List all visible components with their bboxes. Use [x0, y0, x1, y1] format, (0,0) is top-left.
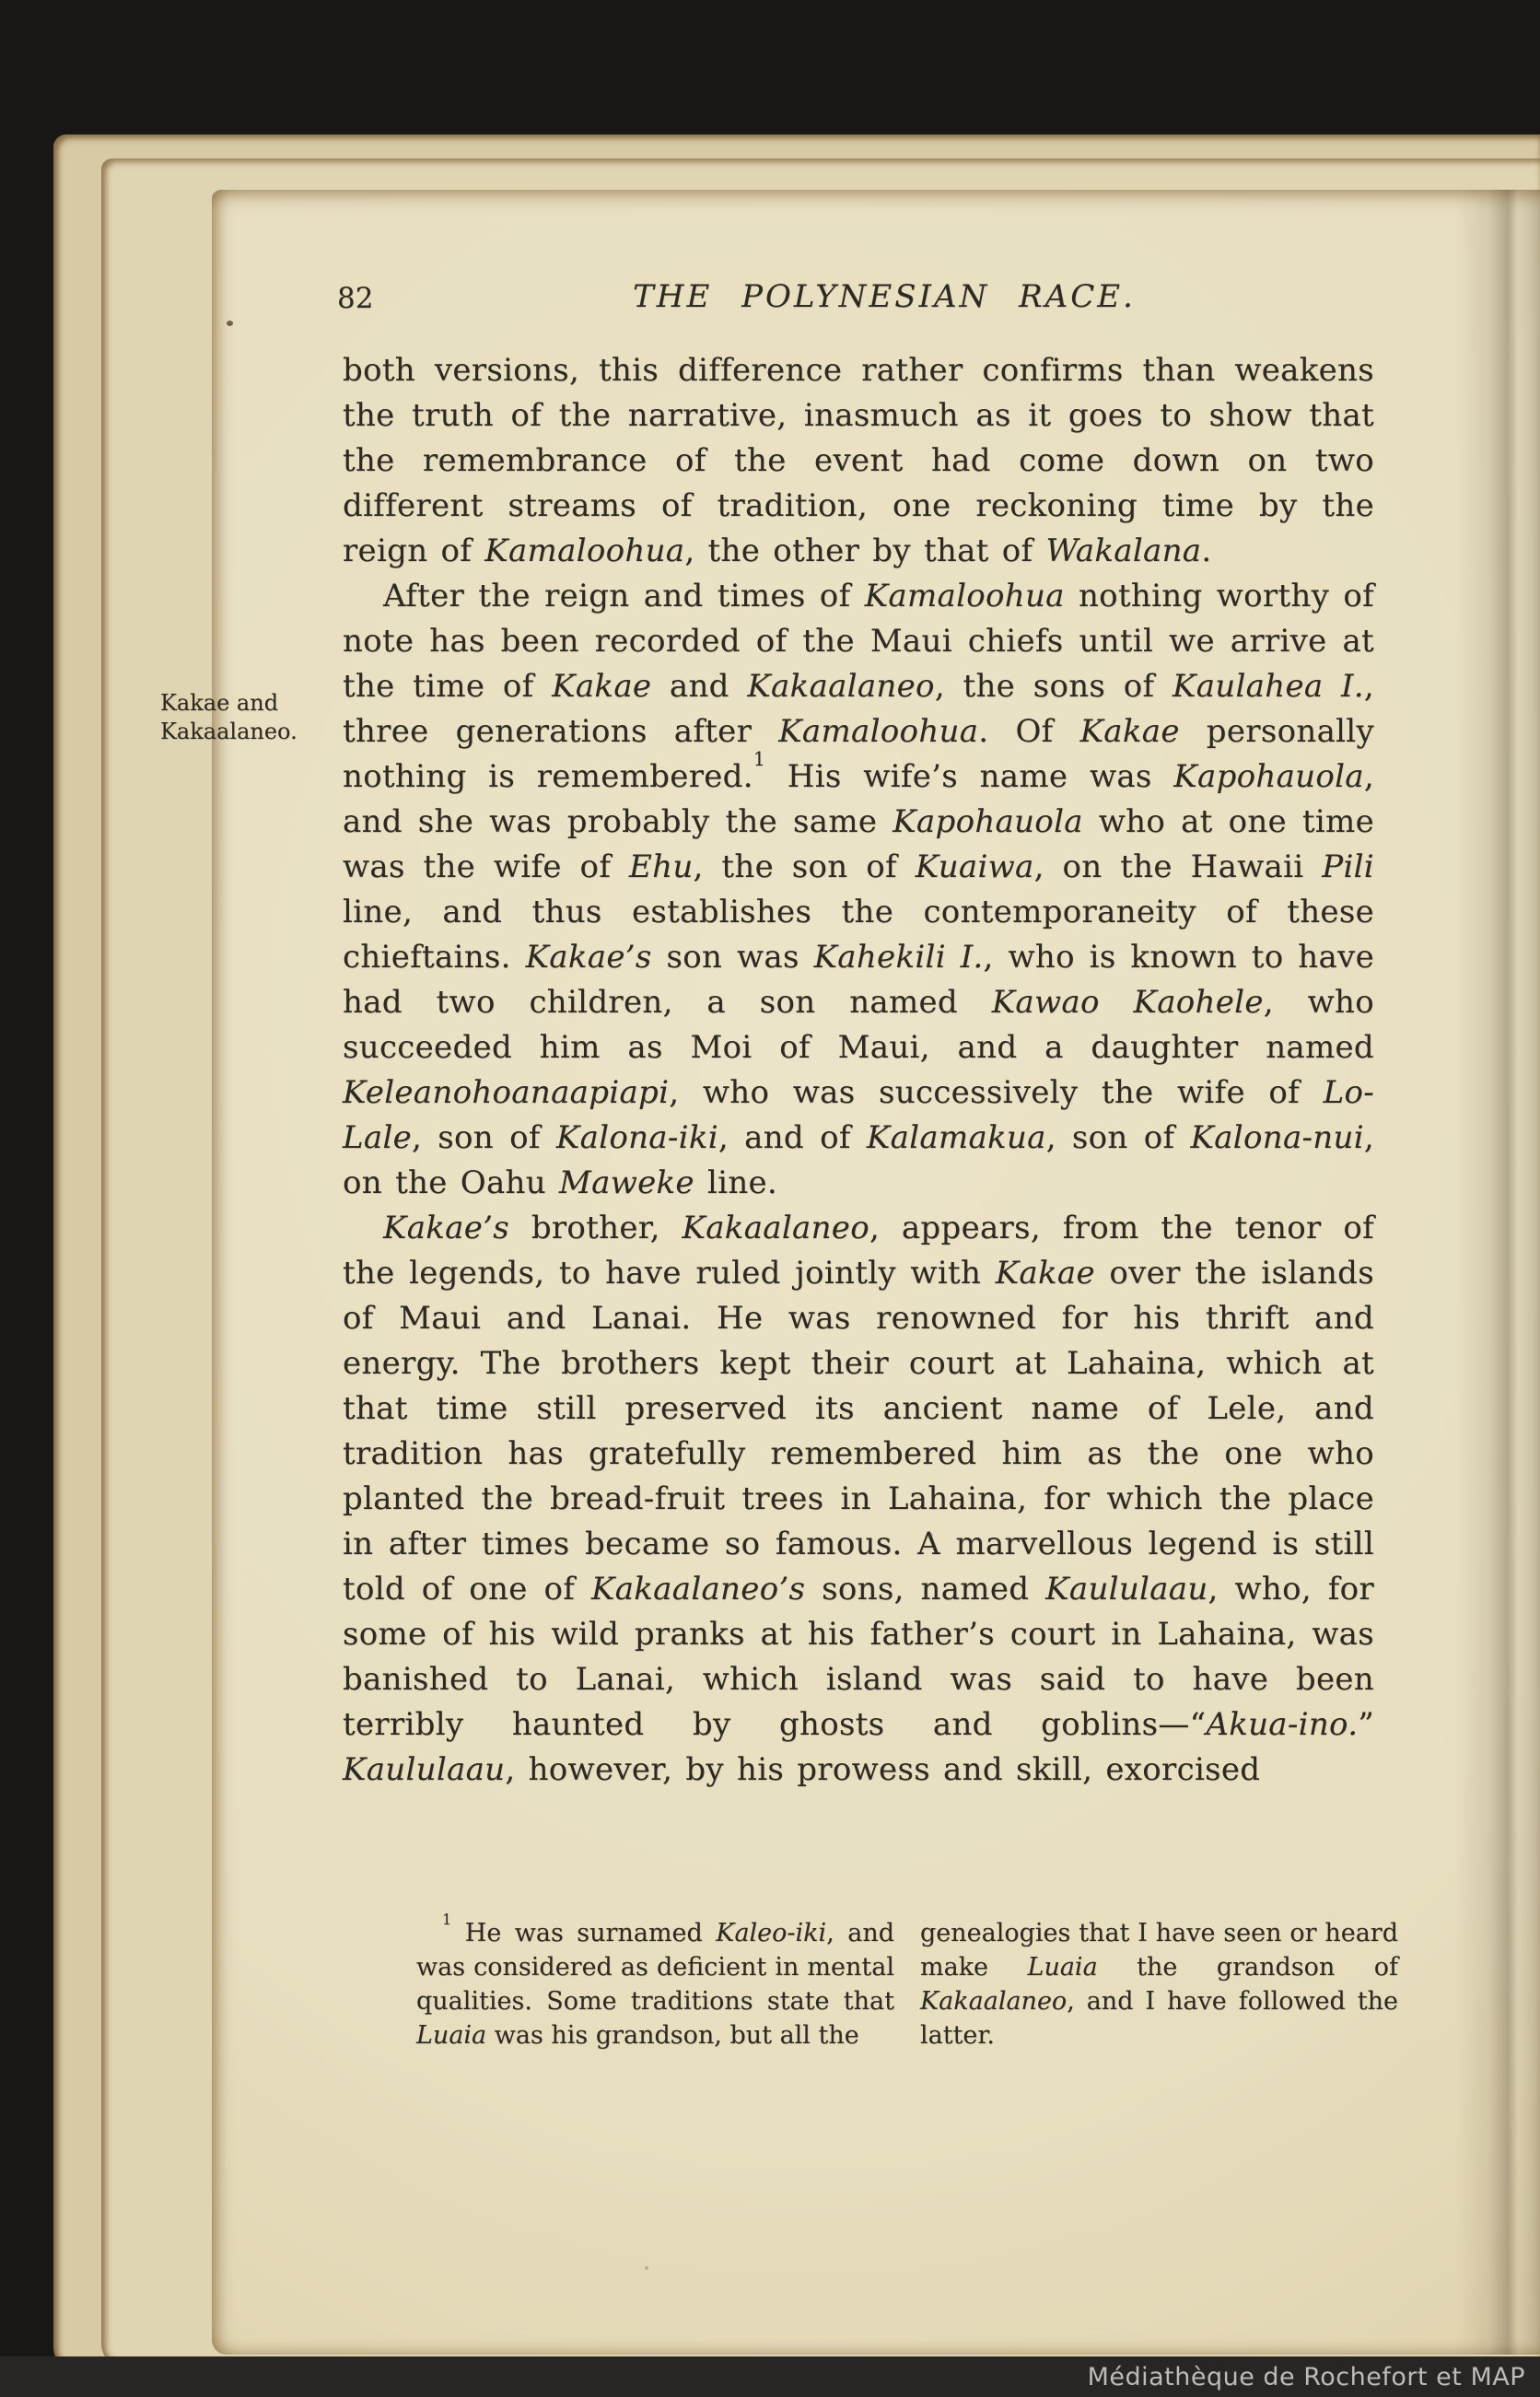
paragraph: Kakae’s brother, Kakaalaneo, appears, from the tenor of the legends, to have ruled jointly with Kakae over the islands of Maui and Lanai. He was renowned for his thrift and energy. The brothers kept their court at Lahaina, which at that time still preserved its ancient name of Lele, and tradition has gratefully remembered him as the one who planted the bread-fruit trees in Lahaina, for which the place in after times became so famous. A marvellous legend is still told of one of Kakaalaneo’s sons, named Kaululaau, who, for some of his wild pranks at his father’s court in Lahaina, was banished to Lanai, which island was said to have been terribly haunted by ghosts and goblins—“Akua-ino.” Kaululaau, however, by his prowess and skill, exorcised	[343, 1210, 1375, 1788]
margin-note: Kakae and Kakaalaneo.	[160, 690, 298, 744]
paragraph: genealogies that I have seen or heard make Luaia the grandson of Kakaalaneo, and I have followed the latter.	[920, 1919, 1398, 2050]
page-speck	[928, 1533, 933, 1538]
footnote-column-right	[920, 1916, 1398, 2052]
page-speck	[645, 2266, 648, 2270]
page-number: 82	[337, 282, 374, 315]
footnote	[416, 1910, 1398, 2052]
running-title: THE POLYNESIAN RACE.	[633, 278, 1136, 315]
paragraph: both versions, this difference rather confirms than weakens the truth of the narrative, inasmuch as it goes to show that the remembrance of the event had come down on two different streams of tradition, one reckoning time by the reign of Kamaloohua, the other by that of Wakalana.	[343, 352, 1374, 569]
binding-gutter-shadow	[1455, 190, 1540, 2355]
watermark-bar	[0, 2356, 1540, 2397]
page-speck	[227, 321, 233, 326]
footnote-column-left	[416, 1910, 895, 2052]
paragraph: $^1$ He was surnamed Kaleo-iki, and was considered as deficient in mental qualities. Some traditions state that Luaia was his grandson, but all the	[416, 1910, 895, 2050]
body-text	[343, 348, 1374, 1793]
paragraph: After the reign and times of Kamaloohua nothing worthy of note has been recorded of the Maui chiefs until we arrive at the time of Kakae and Kakaalaneo, the sons of Kaulahea I., three generations after Kamaloohua. Of Kakae personally nothing is remembered.$^1$ His wife’s name was Kapohauola, and she was probably the same Kapohauola who at one time was the wife of Ehu, the son of Kuaiwa, on the Hawaii Pili line, and thus establishes the contemporaneity of these chieftains. Kakae’s son was Kahekili I., who is known to have had two children, a son named Kawao Kaohele, who succeeded him as Moi of Maui, and a daughter named Keleanohoanaapiapi, who was successively the wife of Lo-Lale, son of Kalona-iki, and of Kalamakua, son of Kalona-nui, on the Oahu Maweke line.	[343, 578, 1374, 1201]
watermark-text: Médiathèque de Rochefort et MAP	[1087, 2362, 1525, 2391]
